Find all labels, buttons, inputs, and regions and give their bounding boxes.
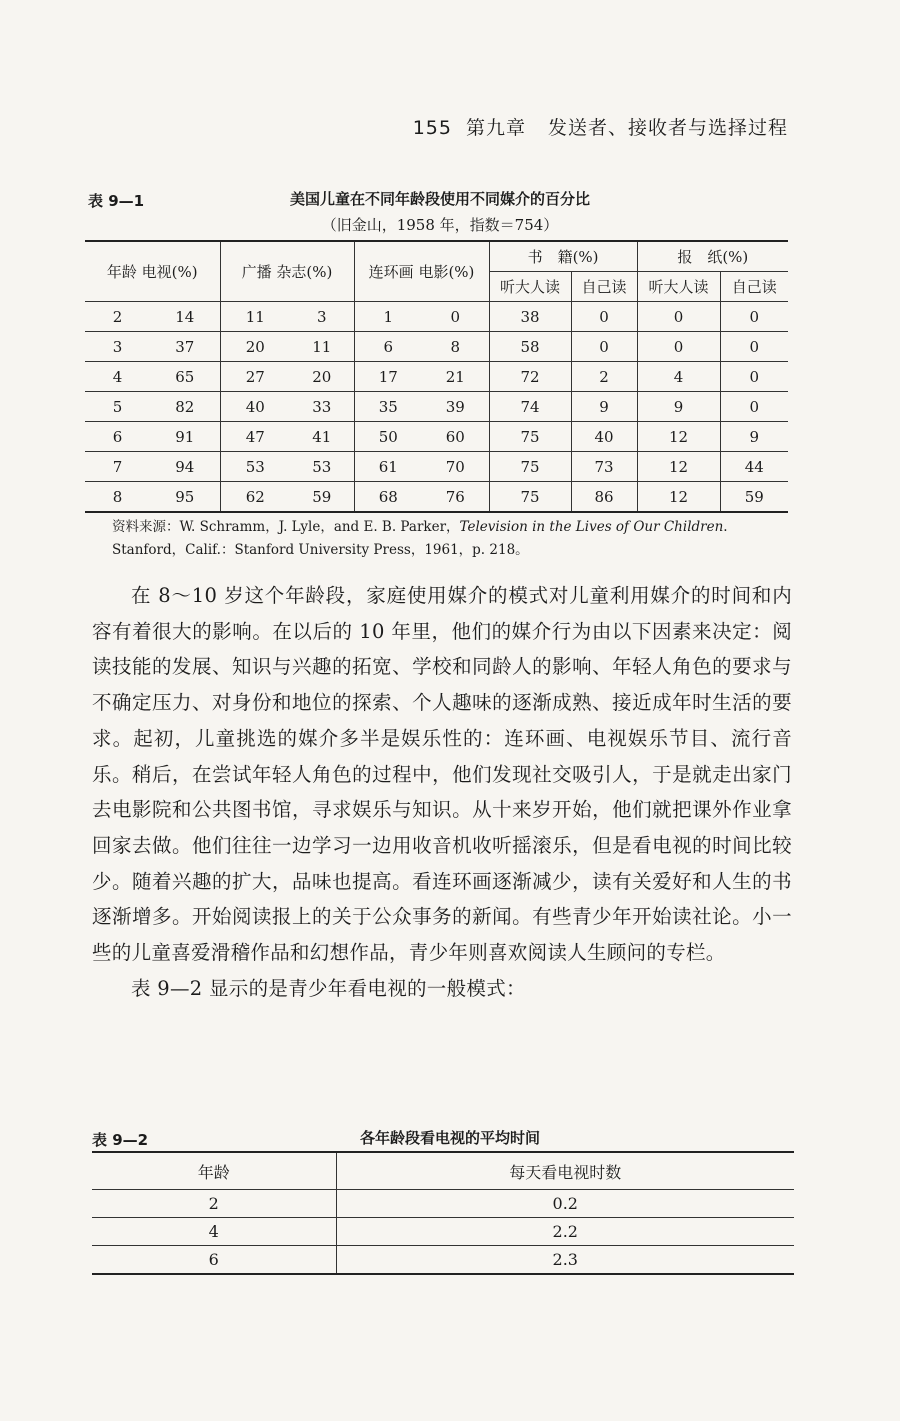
table-row <box>85 362 788 392</box>
source-text: 资料来源：W. Schramm，J. Lyle，and E. B. Parker， <box>112 519 460 535</box>
table-cell: 75 <box>489 452 571 482</box>
table-cell: 40 <box>571 422 637 452</box>
table-cell: 73 <box>571 452 637 482</box>
table-cell: 2 <box>571 362 637 392</box>
table-cell: 0 <box>720 392 788 422</box>
table-cell: 61 <box>354 452 422 482</box>
table-cell: 47 <box>220 422 290 452</box>
table-row <box>85 482 788 513</box>
table-cell: 41 <box>290 422 354 452</box>
table-cell: 6 <box>354 332 422 362</box>
table-cell: 1 <box>354 302 422 332</box>
table-cell: 33 <box>290 392 354 422</box>
table-cell: 20 <box>290 362 354 392</box>
table-cell: 53 <box>290 452 354 482</box>
table-cell: 9 <box>720 422 788 452</box>
header-papers-self-read: 自己读 <box>720 272 788 302</box>
table-row <box>92 1218 794 1246</box>
table-cell: 0 <box>571 332 637 362</box>
header-books-read-to: 听大人读 <box>489 272 571 302</box>
chapter-title: 发送者、接收者与选择过程 <box>547 117 788 139</box>
table-cell: 6 <box>92 1246 336 1275</box>
table-cell: 7 <box>85 452 150 482</box>
body-text <box>92 578 792 1006</box>
table-1-source <box>112 516 792 562</box>
table-1-title: 美国儿童在不同年龄段使用不同媒介的百分比 <box>289 190 590 208</box>
paragraph-1: 在 8～10 岁这个年龄段，家庭使用媒介的模式对儿童利用媒介的时间和内容有着很大的影响。在以后的 10 年里，他们的媒介行为由以下因素来决定：阅读技能的发展、知识与兴趣的拓宽、学校和同龄人的影响、年轻人角色的要求与不确定压力、对身份和地位的探索、个人趣味的逐渐成熟、接近成年时生活的要求。起初，儿童挑选的媒介多半是娱乐性的：连环画、电视娱乐节目、流行音乐。稍后，在尝试年轻人角色的过程中，他们发现社交吸引人，于是就走出家门去电影院和公共图书馆，寻求娱乐与知识。从十来岁开始，他们就把课外作业拿回家去做。他们往往一边学习一边用收音机收听摇滚乐，但是看电视的时间比较少。随着兴趣的扩大，品味也提高。看连环画逐渐减少，读有关爱好和人生的书逐渐增多。开始阅读报上的关于公众事务的新闻。有些青少年开始读社论。小一些的儿童喜爱滑稽作品和幻想作品，青少年则喜欢阅读人生顾问的专栏。 <box>92 584 792 965</box>
table-cell: 0 <box>720 362 788 392</box>
table-cell: 20 <box>220 332 290 362</box>
table-cell: 74 <box>489 392 571 422</box>
table-1-subtitle: （旧金山，1958 年，指数＝754） <box>321 216 559 234</box>
table-cell: 17 <box>354 362 422 392</box>
table-cell: 14 <box>150 302 220 332</box>
table-cell: 9 <box>637 392 720 422</box>
header-papers-read-to: 听大人读 <box>637 272 720 302</box>
table-2-title: 各年龄段看电视的平均时间 <box>359 1129 540 1147</box>
table-cell: 60 <box>422 422 489 452</box>
table-cell: 2 <box>85 302 150 332</box>
table-cell: 12 <box>637 452 720 482</box>
header-comic-movie: 连环画 电影(%) <box>354 241 489 302</box>
paragraph-2: 表 9—2 显示的是青少年看电视的一般模式： <box>131 976 526 1000</box>
table-cell: 8 <box>422 332 489 362</box>
table-row <box>85 332 788 362</box>
table-cell: 59 <box>720 482 788 513</box>
table-cell: 5 <box>85 392 150 422</box>
table-cell: 0 <box>637 332 720 362</box>
tv-hours-table <box>92 1151 794 1275</box>
table-cell: 0 <box>422 302 489 332</box>
header-daily-hours: 每天看电视时数 <box>336 1152 794 1190</box>
table-row <box>92 1246 794 1275</box>
table-cell: 50 <box>354 422 422 452</box>
table-cell: 58 <box>489 332 571 362</box>
table-1-label: 表 9—1 <box>88 192 145 210</box>
source-publisher: . Stanford，Calif.：Stanford University Press，1961，p. 218。 <box>112 519 728 558</box>
table-cell: 35 <box>354 392 422 422</box>
table-cell: 37 <box>150 332 220 362</box>
table-cell: 39 <box>422 392 489 422</box>
table-cell: 12 <box>637 422 720 452</box>
table-cell: 0.2 <box>336 1190 794 1218</box>
table-cell: 38 <box>489 302 571 332</box>
table-row <box>92 1190 794 1218</box>
table-cell: 59 <box>290 482 354 513</box>
chapter-label: 第九章 <box>465 117 526 139</box>
table-cell: 75 <box>489 482 571 513</box>
header-age: 年龄 <box>92 1152 336 1190</box>
page-header <box>413 113 788 140</box>
table-cell: 91 <box>150 422 220 452</box>
table-cell: 53 <box>220 452 290 482</box>
table-row <box>85 422 788 452</box>
table-cell: 82 <box>150 392 220 422</box>
table-cell: 0 <box>720 332 788 362</box>
table-cell: 0 <box>637 302 720 332</box>
table-cell: 68 <box>354 482 422 513</box>
table-cell: 2 <box>92 1190 336 1218</box>
header-newspapers: 报 纸(%) <box>637 241 788 272</box>
table-cell: 44 <box>720 452 788 482</box>
table-cell: 3 <box>290 302 354 332</box>
source-book-title: Television in the Lives of Our Children <box>459 519 724 535</box>
table-cell: 21 <box>422 362 489 392</box>
table-cell: 2.3 <box>336 1246 794 1275</box>
table-cell: 40 <box>220 392 290 422</box>
header-radio-magazine: 广播 杂志(%) <box>220 241 354 302</box>
table-cell: 27 <box>220 362 290 392</box>
table-cell: 8 <box>85 482 150 513</box>
table-cell: 4 <box>637 362 720 392</box>
header-age-tv: 年龄 电视(%) <box>85 241 220 302</box>
table-cell: 94 <box>150 452 220 482</box>
table-cell: 95 <box>150 482 220 513</box>
table-row <box>85 392 788 422</box>
table-cell: 86 <box>571 482 637 513</box>
table-cell: 12 <box>637 482 720 513</box>
table-cell: 76 <box>422 482 489 513</box>
page-number: 155 <box>412 117 452 139</box>
table-cell: 0 <box>720 302 788 332</box>
table-cell: 70 <box>422 452 489 482</box>
table-cell: 0 <box>571 302 637 332</box>
table-cell: 3 <box>85 332 150 362</box>
header-books: 书 籍(%) <box>489 241 637 272</box>
table-cell: 11 <box>290 332 354 362</box>
table-cell: 4 <box>92 1218 336 1246</box>
table-cell: 11 <box>220 302 290 332</box>
table-cell: 6 <box>85 422 150 452</box>
table-cell: 72 <box>489 362 571 392</box>
table-cell: 65 <box>150 362 220 392</box>
table-cell: 75 <box>489 422 571 452</box>
table-row <box>85 302 788 332</box>
header-books-self-read: 自己读 <box>571 272 637 302</box>
table-cell: 2.2 <box>336 1218 794 1246</box>
table-2-label: 表 9—2 <box>92 1131 149 1149</box>
table-cell: 4 <box>85 362 150 392</box>
media-usage-table <box>85 240 788 513</box>
table-cell: 9 <box>571 392 637 422</box>
table-row <box>85 452 788 482</box>
table-cell: 62 <box>220 482 290 513</box>
